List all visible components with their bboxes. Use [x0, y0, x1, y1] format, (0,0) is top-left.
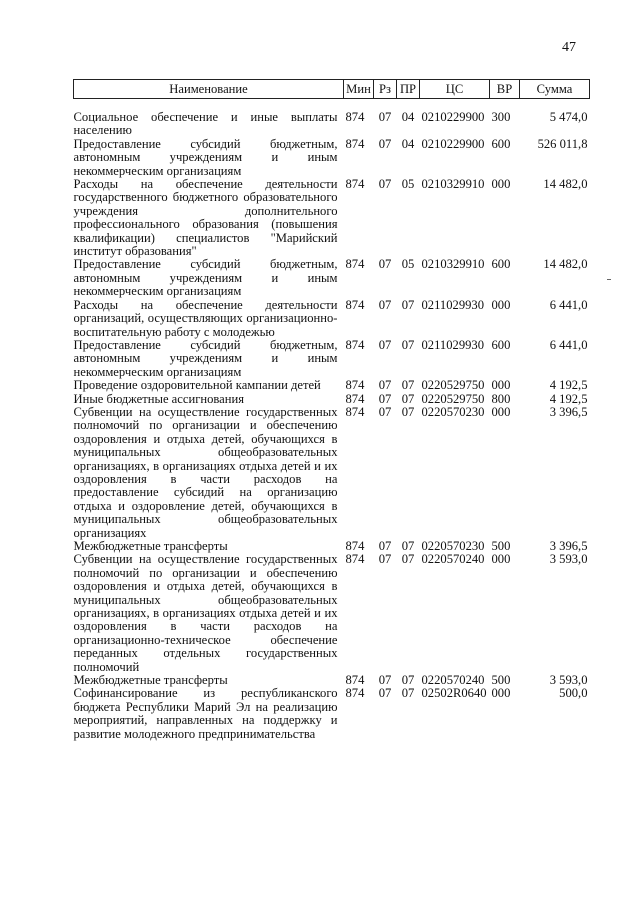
cell-cs: 0220570230: [421, 404, 485, 419]
table-row: [74, 258, 590, 298]
table-row: [74, 687, 590, 741]
cell-rz: 07: [378, 404, 392, 419]
cell-rz: 07: [378, 297, 392, 312]
cell-cs: 0220570240: [421, 673, 485, 688]
cell-vr: 600: [491, 257, 511, 272]
cell-cs: 0210329910: [421, 257, 485, 272]
cell-name: Предоставление субсидий бюджетным, автономным учреждениям и иным некоммерческим организациям: [73, 257, 338, 299]
cell-rz: 07: [378, 686, 392, 701]
cell-pr: 05: [401, 257, 415, 272]
cell-vr: 000: [491, 177, 511, 192]
header-row: [74, 80, 590, 99]
cell-min: 874: [345, 378, 365, 393]
cell-rz: 07: [378, 337, 392, 352]
cell-name: Субвенции на осуществление государственных полномочий по организации и обеспечению оздоровления и отдыха детей, обучающихся в муниципальных общеобразовательных организациях, в организациях отдыха детей и их оздоровления в части расходов на организационно-техническое обеспечение переданных отдельных государственных полномочий: [73, 552, 338, 674]
cell-rz: 07: [378, 136, 392, 151]
scan-mark: [607, 279, 611, 280]
table-row: [74, 99, 590, 138]
cell-sum: 14 482,0: [543, 257, 588, 272]
cell-vr: 600: [491, 337, 511, 352]
cell-name: Расходы на обеспечение деятельности государственного бюджетного образовательного учреждения дополнительного профессионального образования (повышения квалификации) специалистов "Марийский институт образования": [73, 177, 338, 259]
cell-min: 874: [345, 177, 365, 192]
header-vr: ВР: [490, 80, 520, 99]
cell-vr: 500: [491, 539, 511, 553]
header-sum: Сумма: [520, 80, 590, 99]
cell-min: 874: [345, 136, 365, 151]
cell-rz: 07: [378, 673, 392, 688]
table-row: [74, 178, 590, 258]
cell-cs: 0210229900: [421, 136, 485, 151]
cell-name: Межбюджетные трансферты: [73, 673, 228, 688]
table-row: [74, 339, 590, 379]
cell-cs: 0220570230: [421, 539, 485, 553]
cell-cs: 0210329910: [421, 177, 485, 192]
cell-sum: 3 593,0: [549, 673, 588, 688]
cell-vr: 000: [491, 552, 511, 567]
cell-rz: 07: [378, 110, 392, 124]
cell-cs: 0211029930: [421, 337, 485, 352]
cell-pr: 07: [401, 686, 415, 701]
table-body: [74, 99, 590, 742]
header-cs: ЦС: [420, 80, 490, 99]
cell-name: Субвенции на осуществление государственных полномочий по организации и обеспечению оздоровления и отдыха детей, обучающихся в муниципальных общеобразовательных организациях, в организациях отдыха детей и их оздоровления в части расходов на предоставление субсидий на организацию отдыха и оздоровление детей, обучающихся в муниципальных общеобразовательных организациях: [73, 404, 338, 540]
budget-table: [73, 79, 590, 741]
cell-name: Предоставление субсидий бюджетным, автономным учреждениям и иным некоммерческим организациям: [73, 136, 338, 178]
cell-vr: 000: [491, 297, 511, 312]
table-row: [74, 674, 590, 687]
cell-sum: 14 482,0: [543, 177, 588, 192]
cell-vr: 500: [491, 673, 511, 688]
cell-vr: 300: [491, 110, 511, 124]
header-rz: Рз: [374, 80, 397, 99]
header-min: Мин: [344, 80, 374, 99]
cell-pr: 07: [401, 552, 415, 567]
table-header: [74, 80, 590, 99]
cell-min: 874: [345, 297, 365, 312]
cell-min: 874: [345, 686, 365, 701]
cell-name: Расходы на обеспечение деятельности организаций, осуществляющих организационно-воспитательную работу с молодежью: [73, 297, 338, 339]
cell-min: 874: [345, 552, 365, 567]
cell-rz: 07: [378, 539, 392, 553]
cell-vr: 000: [491, 686, 511, 701]
cell-sum: 4 192,5: [549, 378, 588, 393]
table-row: [74, 406, 590, 540]
cell-pr: 07: [401, 404, 415, 419]
cell-name: Межбюджетные трансферты: [73, 539, 228, 553]
cell-name: Социальное обеспечение и иные выплаты населению: [73, 110, 338, 138]
cell-vr: 000: [491, 378, 511, 393]
cell-min: 874: [345, 391, 365, 406]
table-row: [74, 379, 590, 392]
cell-pr: 07: [401, 673, 415, 688]
header-pr: ПР: [397, 80, 420, 99]
cell-rz: 07: [378, 177, 392, 192]
cell-rz: 07: [378, 378, 392, 393]
cell-pr: 07: [401, 539, 415, 553]
header-name: Наименование: [74, 80, 344, 99]
cell-cs: 0220529750: [421, 378, 485, 393]
table-row: [74, 299, 590, 339]
cell-sum: 6 441,0: [549, 337, 588, 352]
cell-rz: 07: [378, 391, 392, 406]
cell-name: Софинансирование из республиканского бюджета Республики Марий Эл на реализацию мероприятий, направленных на поддержку и развитие молодежного предпринимательства: [73, 686, 338, 741]
table-row: [74, 540, 590, 553]
cell-min: 874: [345, 539, 365, 553]
cell-pr: 07: [401, 378, 415, 393]
cell-sum: 4 192,5: [549, 391, 588, 406]
cell-vr: 600: [491, 136, 511, 151]
cell-pr: 05: [401, 177, 415, 192]
cell-sum: 526 011,8: [537, 136, 588, 151]
cell-sum: 500,0: [559, 686, 588, 701]
cell-pr: 07: [401, 391, 415, 406]
cell-min: 874: [345, 337, 365, 352]
table-row: [74, 393, 590, 406]
cell-cs: 02502R0640: [421, 686, 487, 701]
table-row: [74, 138, 590, 178]
cell-sum: 6 441,0: [549, 297, 588, 312]
cell-pr: 07: [401, 337, 415, 352]
cell-cs: 0220570240: [421, 552, 485, 567]
cell-pr: 04: [401, 110, 415, 124]
cell-pr: 07: [401, 297, 415, 312]
cell-rz: 07: [378, 257, 392, 272]
cell-vr: 000: [491, 404, 511, 419]
cell-min: 874: [345, 673, 365, 688]
cell-sum: 5 474,0: [549, 110, 588, 124]
cell-cs: 0211029930: [421, 297, 485, 312]
cell-sum: 3 396,5: [549, 539, 588, 553]
page-number: 47: [562, 40, 576, 55]
cell-sum: 3 396,5: [549, 404, 588, 419]
cell-min: 874: [345, 257, 365, 272]
cell-name: Проведение оздоровительной кампании детей: [73, 378, 321, 393]
cell-vr: 800: [491, 391, 511, 406]
cell-min: 874: [345, 110, 365, 124]
cell-sum: 3 593,0: [549, 552, 588, 567]
cell-rz: 07: [378, 552, 392, 567]
cell-cs: 0220529750: [421, 391, 485, 406]
cell-name: Иные бюджетные ассигнования: [73, 391, 245, 406]
table-row: [74, 553, 590, 674]
cell-pr: 04: [401, 136, 415, 151]
cell-min: 874: [345, 404, 365, 419]
cell-cs: 0210229900: [421, 110, 485, 124]
cell-name: Предоставление субсидий бюджетным, автономным учреждениям и иным некоммерческим организациям: [73, 337, 338, 379]
